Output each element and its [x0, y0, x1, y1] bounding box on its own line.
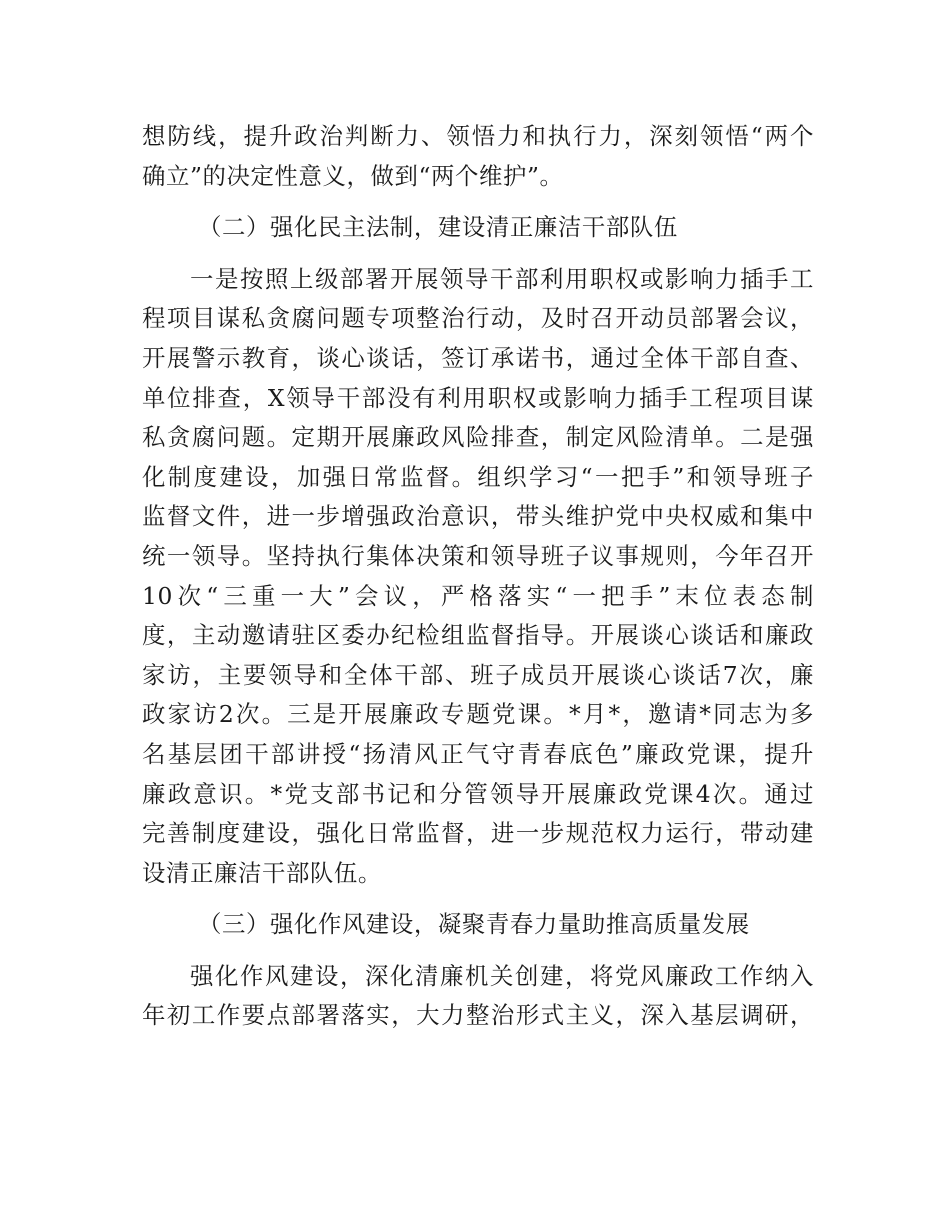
paragraph-line: 度，主动邀请驻区委办纪检组监督指导。开展谈心谈话和廉政 [142, 621, 814, 650]
paragraph-line: 程项目谋私贪腐问题专项整治行动，及时召开动员部署会议， [142, 304, 814, 333]
paragraph-line: 化制度建设，加强日常监督。组织学习“一把手”和领导班子 [142, 462, 814, 491]
paragraph-line: 10次“三重一大”会议，严格落实“一把手”末位表态制 [142, 581, 814, 610]
paragraph-line: 设清正廉洁干部队伍。 [142, 858, 382, 887]
paragraph-section-3 [142, 957, 814, 1036]
paragraph-line: 强化作风建设，深化清廉机关创建，将党风廉政工作纳入 [190, 961, 814, 990]
section-heading-2: （二）强化民主法制，建设清正廉洁干部队伍 [198, 213, 678, 242]
paragraph-section-2 [142, 260, 814, 894]
paragraph-line: 政家访2次。三是开展廉政专题党课。*月*，邀请*同志为多 [142, 700, 814, 729]
document-body [142, 117, 814, 1036]
paragraph-continuation [142, 117, 814, 196]
paragraph-line: 名基层团干部讲授“扬清风正气守青春底色”廉政党课，提升 [142, 739, 814, 768]
paragraph-line: 开展警示教育，谈心谈话，签订承诺书，通过全体干部自查、 [142, 343, 814, 372]
paragraph-line: 想防线，提升政治判断力、领悟力和执行力，深刻领悟“两个 [142, 122, 814, 150]
paragraph-line: 监督文件，进一步增强政治意识，带头维护党中央权威和集中 [142, 502, 814, 531]
paragraph-line: 完善制度建设，强化日常监督，进一步规范权力运行，带动建 [142, 819, 814, 848]
paragraph-line: 家访，主要领导和全体干部、班子成员开展谈心谈话7次，廉 [142, 660, 814, 689]
paragraph-line: 一是按照上级部署开展领导干部利用职权或影响力插手工 [190, 264, 814, 293]
paragraph-line: 确立”的决定性意义，做到“两个维护”。 [142, 161, 564, 190]
paragraph-line: 单位排查，X领导干部没有利用职权或影响力插手工程项目谋 [142, 383, 814, 412]
section-heading-3: （三）强化作风建设，凝聚青春力量助推高质量发展 [198, 910, 750, 939]
paragraph-line: 廉政意识。*党支部书记和分管领导开展廉政党课4次。通过 [142, 779, 814, 808]
paragraph-line: 年初工作要点部署落实，大力整治形式主义，深入基层调研， [142, 1001, 814, 1030]
paragraph-line: 统一领导。坚持执行集体决策和领导班子议事规则，今年召开 [142, 541, 814, 570]
paragraph-line: 私贪腐问题。定期开展廉政风险排查，制定风险清单。二是强 [142, 423, 814, 452]
